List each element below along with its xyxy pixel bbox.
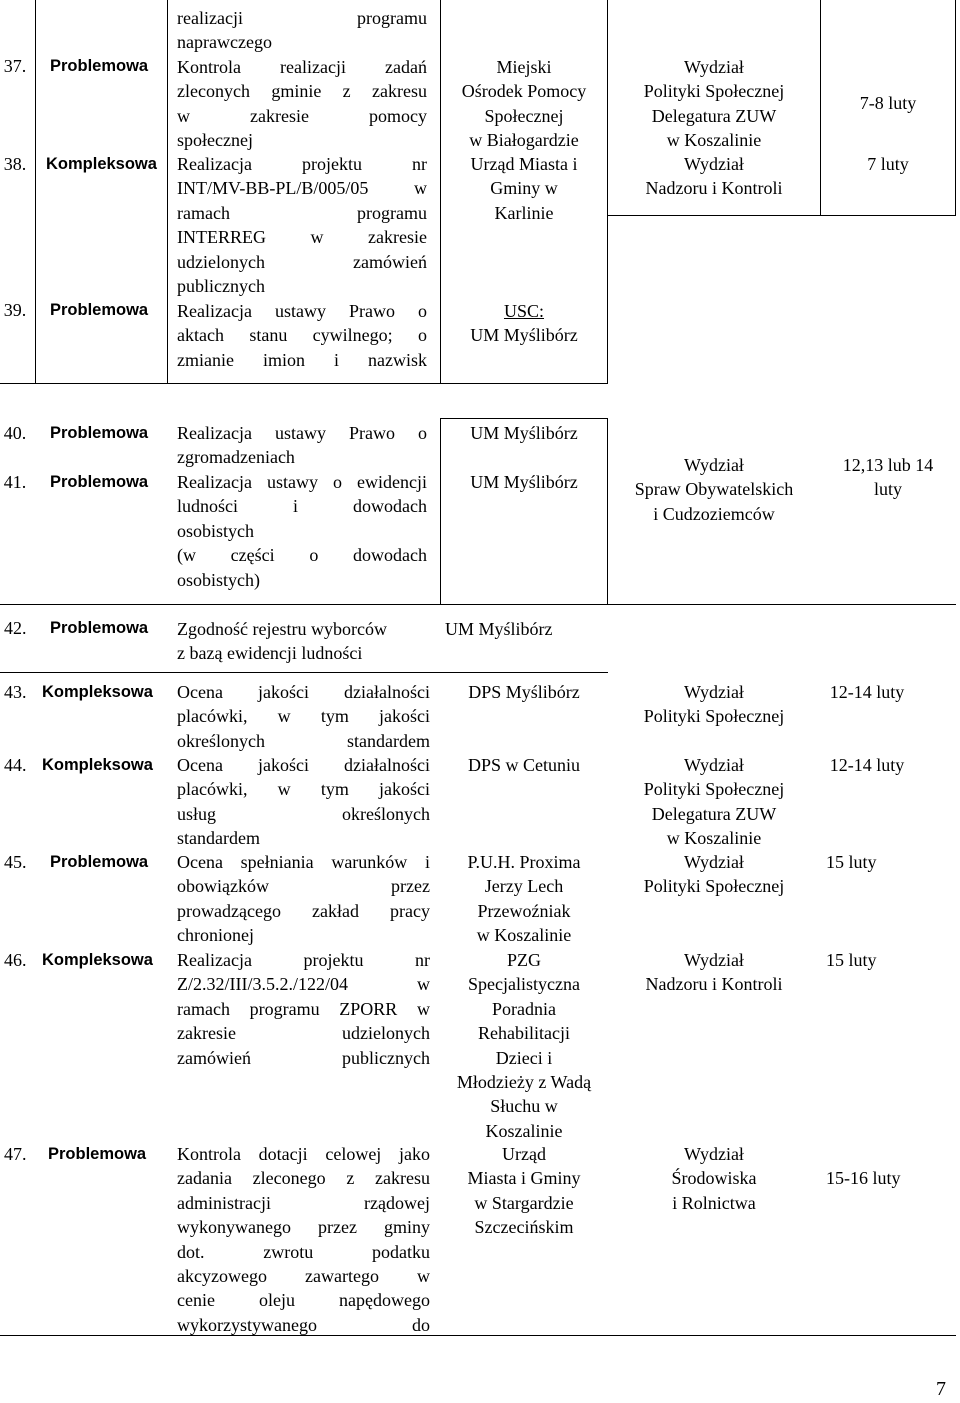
unit-cell: UM Myślibórz [470,423,578,443]
rule [440,418,441,604]
row-number: 42. [4,618,27,638]
topic-line: realizacji programu [177,8,427,28]
date-cell: 7 luty [867,154,909,174]
row-number: 40. [3,423,27,443]
department-cell: Wydział Polityki Społecznej [643,682,785,727]
unit-cell: P.U.H. Proxima Jerzy Lech Przewoźniak w Koszalinie [467,852,581,946]
row-number: 45. [4,852,27,872]
control-type: Problemowa [50,619,149,637]
row-number: 46. [4,950,27,970]
control-type: Problemowa [50,301,149,319]
unit-cell: UM Myślibórz [470,472,578,492]
page-number: 7 [936,1378,946,1400]
row-number: 38. [3,154,27,174]
department-cell: Wydział Nadzoru i Kontroli [645,950,783,995]
control-type: Problemowa [50,853,149,871]
control-type: Problemowa [50,424,149,442]
topic-line: w zakresie pomocy [177,105,427,126]
row-number: 41. [3,472,27,492]
rule [0,1335,956,1336]
rule [608,215,956,216]
control-type: Problemowa [50,473,149,491]
unit-cell: Urząd Miasta i Gminy w Stargardzie Szczecińskim [467,1144,581,1238]
topic-cell: Realizacja ustawy o ewidencji ludności i dowodach osobistych (w części o dowodach osobistych) [177,472,427,590]
department-cell: Wydział Polityki Społecznej Delegatura ZUW w Koszalinie [643,755,785,849]
rule [955,0,956,215]
date-cell: 12-14 luty [829,755,905,775]
department-cell: Wydział Spraw Obywatelskich i Cudzoziemców [634,455,794,524]
row-number: 39. [3,300,27,320]
row-number: 43. [4,682,27,702]
control-type: Kompleksowa [42,683,153,701]
topic-cell [177,6,427,55]
topic-cell: Realizacja ustawy Prawo o aktach stanu cywilnego; o zmianie imion i nazwisk [177,301,427,370]
topic-cell: Kontrola dotacji celowej jako zadania zleconego z zakresu administracji rządowej wykonywanego przez gminy dot. zwrotu podatku akcyzowego zawartego w cenie oleju napędowego wykorzystywanego do [177,1144,430,1335]
topic-cell [177,55,427,153]
topic-cell: Realizacja projektu nr Z/2.32/III/3.5.2./122/04 w ramach programu ZPORR w zakresie udzielonych zamówień publicznych [177,950,430,1068]
rule [440,418,608,419]
row-number: 47. [4,1144,27,1164]
unit-cell: Urząd Miasta i Gminy w Karlinie [470,154,578,223]
unit-cell: PZG Specjalistyczna Poradnia Rehabilitacji Dzieci i Młodzieży z Wadą Słuchu w Koszalinie [456,950,592,1141]
control-type: Problemowa [48,1145,147,1163]
control-type: Problemowa [50,57,149,75]
department-cell: Wydział Nadzoru i Kontroli [645,154,783,199]
topic-cell: Zgodność rejestru wyborców z bazą ewidencji ludności [177,619,387,664]
topic-cell: Ocena jakości działalności placówki, w tym jakości określonych standardem [177,682,430,751]
topic-cell: Ocena jakości działalności placówki, w tym jakości usług określonych standardem [177,755,430,849]
control-type: Kompleksowa [42,756,153,774]
date-cell: 12,13 lub 14 luty [842,455,934,500]
usc-label: USC: [503,301,545,321]
unit-cell: DPS w Cetuniu [467,755,581,775]
date-cell: 12-14 luty [829,682,905,702]
date-cell: 15-16 luty [826,1168,901,1188]
topic-line: Kontrola realizacji zadań [177,57,427,77]
rule [167,0,168,383]
topic-line: społecznej [177,130,253,151]
topic-cell: Ocena spełniania warunków i obowiązków przez prowadzącego zakład pracy chronionej [177,852,430,946]
date-cell: 15 luty [826,950,877,970]
date-cell: 7-8 luty [859,93,917,113]
date-cell: 15 luty [826,852,877,872]
topic-line: naprawczego [177,32,272,53]
control-type: Kompleksowa [46,155,157,173]
rule [0,383,608,384]
unit-cell: UM Myślibórz [445,619,553,639]
rule [0,672,608,673]
department-cell: Wydział Środowiska i Rolnictwa [671,1144,757,1213]
unit-cell: DPS Myślibórz [468,682,580,702]
topic-line: zleconych gminie z zakresu [177,81,427,102]
control-type: Kompleksowa [42,951,153,969]
department-cell: Wydział Polityki Społecznej Delegatura ZUW w Koszalinie [643,57,785,151]
department-cell: Wydział Polityki Społecznej [643,852,785,897]
topic-cell: Realizacja ustawy Prawo o zgromadzeniach [177,423,427,468]
rule [35,0,36,383]
rule [0,604,956,605]
row-number: 37. [3,56,27,76]
unit-cell: USC: UM Myślibórz [441,299,607,348]
row-number: 44. [4,755,27,775]
topic-cell: Realizacja projektu nr INT/MV-BB-PL/B/005/05 w ramach programu INTERREG w zakresie udzielonych zamówień publicznych [177,154,427,297]
unit-cell: Miejski Ośrodek Pomocy Społecznej w Białogardzie [461,57,587,151]
